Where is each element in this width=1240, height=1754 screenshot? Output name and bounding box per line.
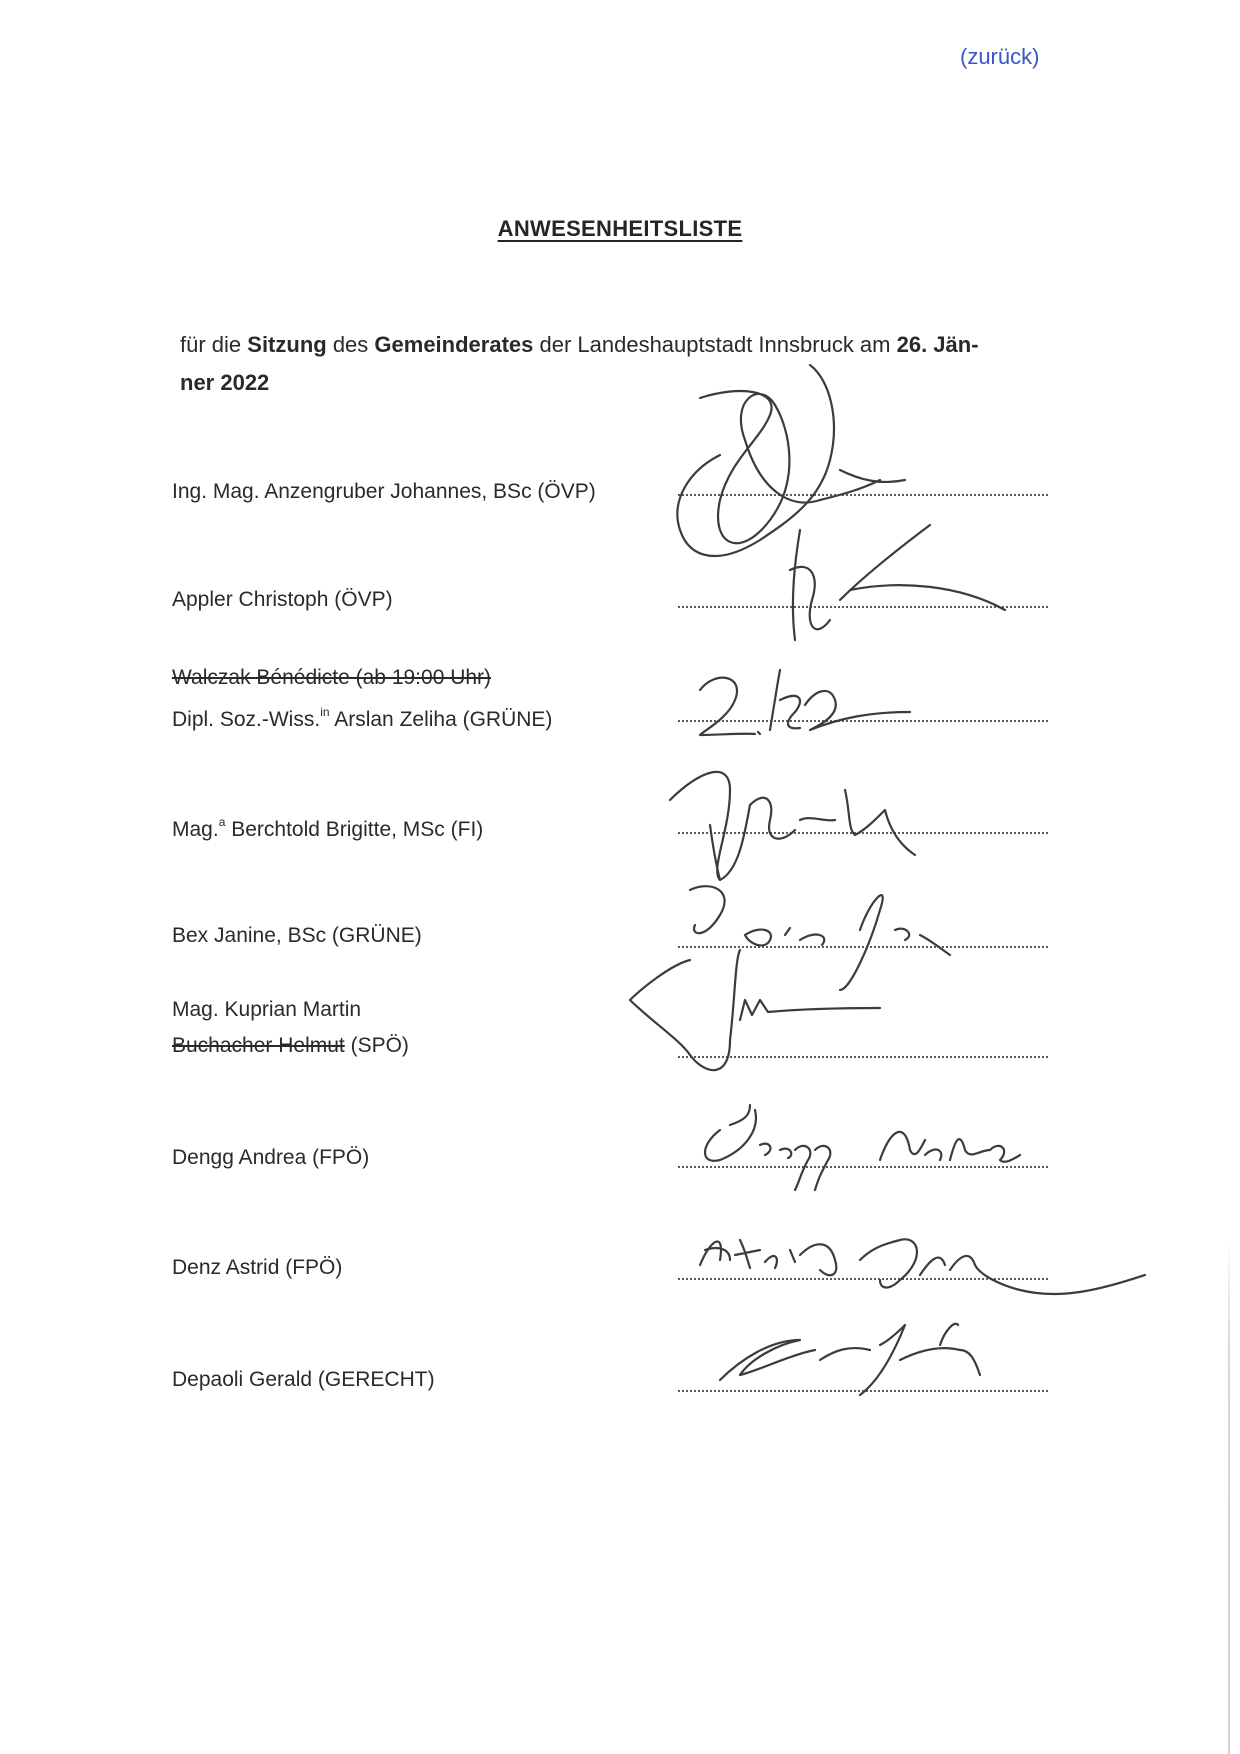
page-edge-shadow [1228, 1240, 1230, 1754]
signature-anzengruber [700, 391, 880, 543]
signature-kuprian [630, 950, 880, 1070]
signature-berchtold [670, 772, 915, 880]
attendee-name: Appler Christoph (ÖVP) [172, 588, 393, 611]
attendee-name: Mag. Kuprian Martin [172, 998, 362, 1021]
attendee-name: Dengg Andrea (FPÖ) [172, 1146, 370, 1169]
signature-line [678, 494, 1048, 496]
attendee-name: Dipl. Soz.-Wiss.$^{in}$ Arslan Zeliha (GRÜNE) [172, 705, 553, 731]
signature-line [678, 1390, 1048, 1392]
signature-line [678, 1278, 1048, 1280]
attendee-name-struck: Walczak Bénédicte (ab 19:00 Uhr) [172, 666, 492, 689]
signature-arslan [700, 670, 910, 735]
signature-dengg [705, 1105, 1020, 1190]
attendee-name: Denz Astrid (FPÖ) [172, 1256, 343, 1279]
signature-line [678, 1056, 1048, 1058]
attendee-name: Ing. Mag. Anzengruber Johannes, BSc (ÖVP) [172, 480, 596, 503]
attendee-name: Bex Janine, BSc (GRÜNE) [172, 924, 422, 947]
signature-denz [700, 1239, 1145, 1294]
signature-line [678, 946, 1048, 948]
attendee-name: Mag.$^a$ Berchtold Brigitte, MSc (FI) [172, 815, 484, 841]
signature-depaoli [720, 1324, 980, 1395]
back-link[interactable]: (zurück) [960, 44, 1040, 69]
signature-line [678, 1166, 1048, 1168]
signature-bex [690, 886, 950, 990]
signature-appler [790, 525, 1005, 640]
attendee-name: Depaoli Gerald (GERECHT) [172, 1368, 435, 1391]
signature-line [678, 832, 1048, 834]
signature-line [678, 720, 1048, 722]
signature-line [678, 606, 1048, 608]
attendee-name: Buchacher Helmut (SPÖ) [172, 1034, 409, 1057]
document-title: ANWESENHEITSLISTE [497, 216, 743, 241]
intro-text: für die Sitzung des Gemeinderates der Landeshauptstadt Innsbruck am 26. Jän- ner 2022 [180, 332, 979, 395]
